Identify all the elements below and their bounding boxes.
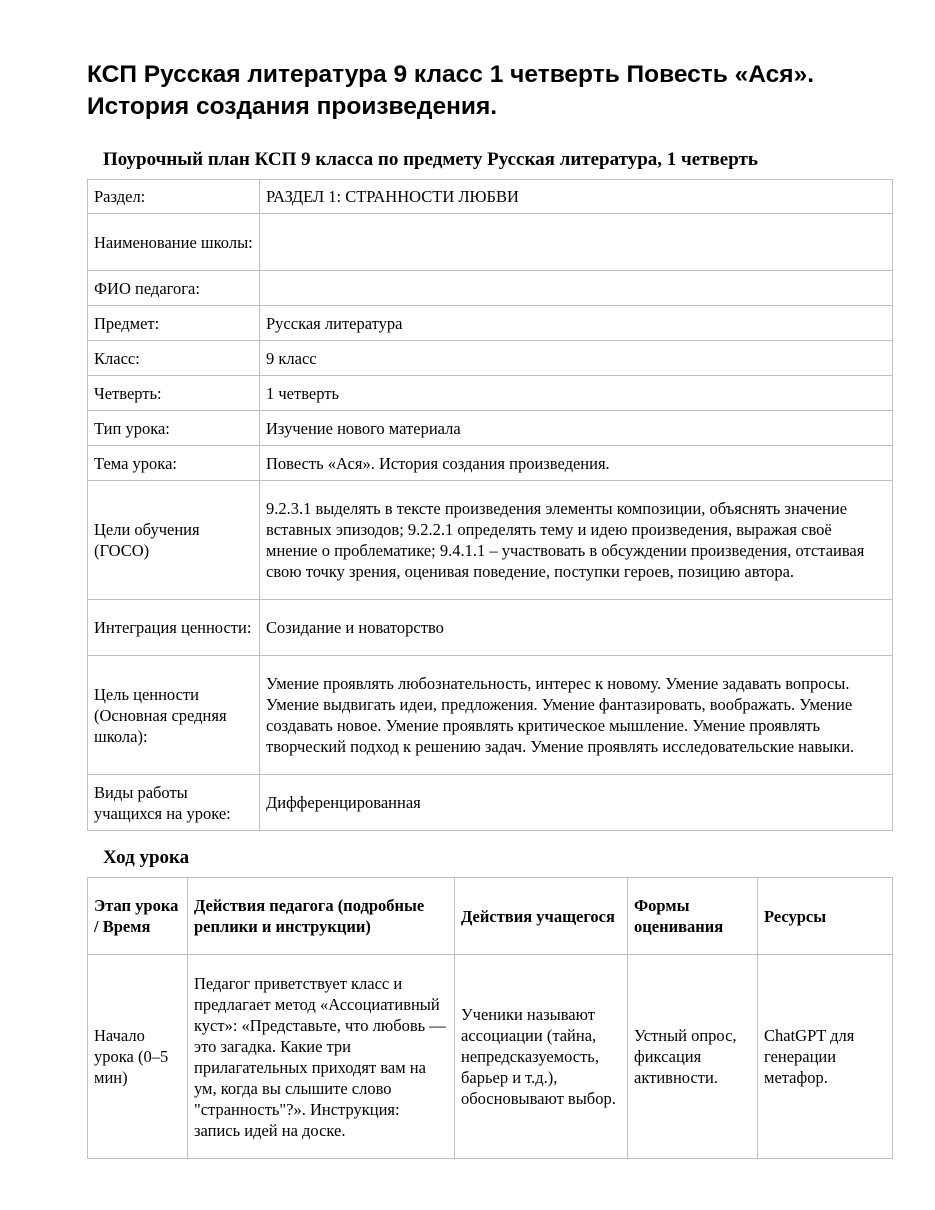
column-header-student: Действия учащегося: [455, 878, 628, 955]
table-row: [88, 656, 893, 775]
info-label: Виды работы учащихся на уроке:: [88, 775, 260, 831]
info-label: Предмет:: [88, 306, 260, 341]
stage-cell: Начало урока (0–5 мин): [88, 955, 188, 1159]
info-label: Тема урока:: [88, 446, 260, 481]
info-value: Русская литература: [260, 306, 893, 341]
plan-heading: Поурочный план КСП 9 класса по предмету Русская литература, 1 четверть: [103, 149, 758, 170]
info-value: Изучение нового материала: [260, 411, 893, 446]
table-row: [88, 214, 893, 271]
info-value: РАЗДЕЛ 1: СТРАННОСТИ ЛЮБВИ: [260, 180, 893, 214]
info-value: 9.2.3.1 выделять в тексте произведения элементы композиции, объяснять значение вставных эпизодов; 9.2.2.1 определять тему и идею произведения, выражая своё мнение о проблематике; 9.4.1.1 – участвовать в обсуждении произведения, отстаивая свою точку зрения, оценивая поведение, поступки героев, позицию автора.: [260, 481, 893, 600]
info-label: Класс:: [88, 341, 260, 376]
table-row: [88, 271, 893, 306]
info-value: 1 четверть: [260, 376, 893, 411]
info-value: Умение проявлять любознательность, интерес к новому. Умение задавать вопросы. Умение выдвигать идеи, предложения. Умение фантазировать, воображать. Умение создавать новое. Умение проявлять критическое мышление. Умение проявлять творческий подход к решению задач. Умение проявлять исследовательские навыки.: [260, 656, 893, 775]
info-value: [260, 214, 893, 271]
info-value: Созидание и новаторство: [260, 600, 893, 656]
table-row: [88, 446, 893, 481]
lesson-steps-table: [87, 877, 893, 1159]
table-row: [88, 306, 893, 341]
table-row: [88, 775, 893, 831]
column-header-resources: Ресурсы: [758, 878, 893, 955]
column-header-assessment: Формы оценивания: [628, 878, 758, 955]
info-value: [260, 271, 893, 306]
info-label: Наименование школы:: [88, 214, 260, 271]
info-label: Цели обучения (ГОСО): [88, 481, 260, 600]
column-header-stage: Этап урока / Время: [88, 878, 188, 955]
column-header-teacher: Действия педагога (подробные реплики и инструкции): [188, 878, 455, 955]
info-label: Цель ценности (Основная средняя школа):: [88, 656, 260, 775]
table-row: [88, 411, 893, 446]
table-row: [88, 481, 893, 600]
course-heading: Ход урока: [103, 847, 190, 868]
document-page: [87, 0, 893, 1140]
info-value: Повесть «Ася». История создания произведения.: [260, 446, 893, 481]
table-row: [88, 955, 893, 1159]
info-label: Раздел:: [88, 180, 260, 214]
info-value: Дифференцированная: [260, 775, 893, 831]
info-label: Четверть:: [88, 376, 260, 411]
table-row: [88, 600, 893, 656]
resources-cell: ChatGPT для генерации метафор.: [758, 955, 893, 1159]
info-label: Тип урока:: [88, 411, 260, 446]
info-value: 9 класс: [260, 341, 893, 376]
table-header-row: [88, 878, 893, 955]
table-row: [88, 376, 893, 411]
table-row: [88, 180, 893, 214]
info-label: ФИО педагога:: [88, 271, 260, 306]
document-title: КСП Русская литература 9 класс 1 четверть Повесть «Ася». История создания произведения.: [87, 61, 815, 120]
assessment-cell: Устный опрос, фиксация активности.: [628, 955, 758, 1159]
info-label: Интеграция ценности:: [88, 600, 260, 656]
lesson-info-table: [87, 179, 893, 831]
table-row: [88, 341, 893, 376]
teacher-actions-cell: Педагог приветствует класс и предлагает метод «Ассоциативный куст»: «Представьте, что любовь — это загадка. Какие три прилагательных приходят вам на ум, когда вы слышите слово "странность"?». Инструкция: запись идей на доске.: [188, 955, 455, 1159]
student-actions-cell: Ученики называют ассоциации (тайна, непредсказуемость, барьер и т.д.), обосновывают выбор.: [455, 955, 628, 1159]
